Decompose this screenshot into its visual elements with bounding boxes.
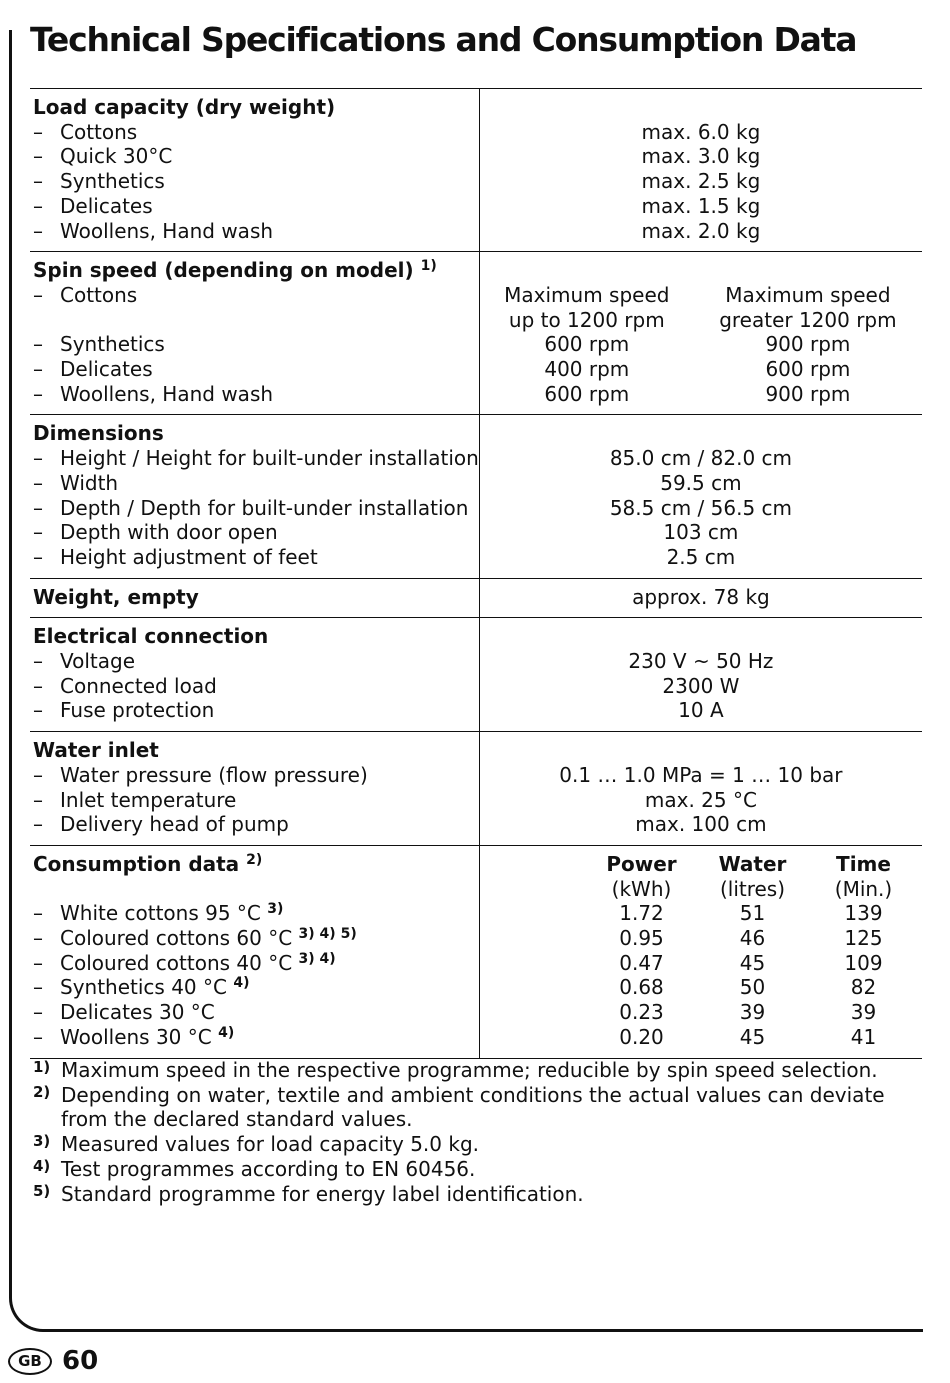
section-electrical [30, 618, 922, 732]
list-item: – Coloured cottons 60 °C $^{3) 4) 5)}$ [33, 926, 357, 951]
spec-table [30, 88, 922, 1059]
page-footer [8, 1346, 98, 1376]
value: 2.5 cm [666, 544, 736, 569]
list-item: – Connected load [33, 673, 217, 698]
spin-values [480, 283, 922, 407]
value: max. 100 cm [635, 812, 767, 837]
list-item: – Synthetics [33, 169, 165, 194]
list-item: – Delicates [33, 193, 153, 218]
value: 59.5 cm [660, 470, 742, 495]
value: 0.23 [619, 1000, 664, 1025]
list-item: – Water pressure (flow pressure) [33, 762, 368, 787]
value: 139 [844, 901, 883, 926]
footnote: 3) Measured values for load capacity 5.0 kg. [33, 1132, 480, 1157]
consumption-heading: Consumption data $^{2)}$ [33, 851, 263, 876]
value: 900 rpm [765, 381, 851, 406]
value: 45 [739, 950, 766, 975]
column-unit: (kWh) [611, 876, 672, 901]
footnotes [33, 1058, 923, 1206]
list-item: – White cottons 95 °C $^{3)}$ [33, 901, 284, 926]
section-consumption [30, 845, 922, 1058]
value: 0.68 [619, 975, 664, 1000]
list-item: – Coloured cottons 40 °C $^{3) 4)}$ [33, 950, 336, 975]
value: max. 1.5 kg [641, 193, 761, 218]
list-item: – Voltage [33, 649, 136, 674]
value: approx. 78 kg [632, 584, 770, 609]
value: 39 [850, 1000, 877, 1025]
value: max. 6.0 kg [641, 119, 761, 144]
list-item: – Depth with door open [33, 520, 278, 545]
footnote: 5) Standard programme for energy label identification. [33, 1181, 584, 1206]
value: 400 rpm [544, 357, 630, 382]
value: 109 [844, 950, 883, 975]
value: 41 [850, 1024, 877, 1049]
list-item: – Inlet temperature [33, 787, 237, 812]
value: 230 V ~ 50 Hz [628, 649, 774, 674]
value: max. 25 °C [644, 787, 757, 812]
column-header: Water [718, 851, 787, 876]
electrical-heading: Electrical connection [33, 624, 269, 649]
footnote-ref: 1) [420, 258, 437, 275]
column-header: Maximum speed [504, 282, 670, 307]
list-item: – Woollens 30 °C $^{4)}$ [33, 1024, 235, 1049]
value: 10 A [678, 698, 724, 723]
list-item: – Delivery head of pump [33, 812, 289, 837]
value: 85.0 cm / 82.0 cm [609, 446, 792, 471]
list-item: – Cottons [33, 119, 138, 144]
value: 39 [739, 1000, 766, 1025]
column-header: greater 1200 rpm [719, 307, 897, 332]
list-item: – Width [33, 470, 119, 495]
value: 45 [739, 1024, 766, 1049]
list-item: – Depth / Depth for built-under installation [33, 495, 469, 520]
column-header: up to 1200 rpm [508, 307, 665, 332]
load-heading: Load capacity (dry weight) [33, 95, 336, 119]
list-item: – Delicates 30 °C [33, 1000, 215, 1025]
language-badge: GB [8, 1348, 52, 1375]
column-header: Time [836, 851, 891, 876]
section-weight [30, 578, 922, 618]
value: 82 [850, 975, 877, 1000]
value: 103 cm [663, 520, 739, 545]
footnote: 1) Maximum speed in the respective programme; reducible by spin speed selection. [33, 1058, 878, 1082]
list-item: – Woollens, Hand wash [33, 218, 274, 243]
footnote-ref: 2) [246, 851, 263, 868]
section-dimensions [30, 415, 922, 578]
list-item: – Delicates [33, 357, 153, 382]
section-load-capacity [30, 89, 922, 252]
value: max. 2.5 kg [641, 169, 761, 194]
value: max. 3.0 kg [641, 144, 761, 169]
value: 46 [739, 926, 766, 951]
weight-heading: Weight, empty [33, 584, 199, 609]
value: 58.5 cm / 56.5 cm [609, 495, 792, 520]
value: 600 rpm [544, 381, 630, 406]
value: 1.72 [619, 901, 664, 926]
footnote: 4) Test programmes according to EN 60456. [33, 1156, 476, 1181]
value: 0.47 [619, 950, 664, 975]
section-spin-speed [30, 252, 922, 415]
list-item: – Synthetics [33, 332, 165, 357]
list-item: – Height / Height for built-under installation [33, 446, 479, 471]
dimensions-heading: Dimensions [33, 421, 164, 446]
value: 51 [739, 901, 766, 926]
value: 900 rpm [765, 332, 851, 357]
value: 600 rpm [765, 357, 851, 382]
list-item: – Synthetics 40 °C $^{4)}$ [33, 975, 250, 1000]
list-item: – Quick 30°C [33, 144, 173, 169]
list-item: – Woollens, Hand wash [33, 381, 274, 406]
page-title: Technical Specifications and Consumption Data [30, 20, 857, 59]
value: 125 [844, 926, 883, 951]
spin-heading: Spin speed (depending on model) $^{1)}$ [33, 258, 437, 283]
value: 2300 W [662, 673, 740, 698]
list-item: – Cottons [33, 282, 138, 307]
column-unit: (litres) [719, 876, 786, 901]
consumption-values [480, 852, 922, 1050]
value: 50 [739, 975, 766, 1000]
list-item: – Fuse protection [33, 698, 215, 723]
value: 0.20 [619, 1024, 664, 1049]
list-item: – Height adjustment of feet [33, 544, 318, 569]
value: 0.1 … 1.0 MPa = 1 … 10 bar [559, 762, 843, 787]
page-number: 60 [62, 1346, 99, 1376]
footnote: 2) Depending on water, textile and ambient conditions the actual values can deviate from the declared standard values. [33, 1082, 885, 1132]
column-unit: (Min.) [834, 876, 893, 901]
value: 600 rpm [544, 332, 630, 357]
column-header: Power [606, 851, 677, 876]
value: 0.95 [619, 926, 664, 951]
water-heading: Water inlet [33, 738, 159, 763]
column-header: Maximum speed [725, 282, 891, 307]
value: max. 2.0 kg [641, 218, 761, 243]
section-water-inlet [30, 732, 922, 846]
